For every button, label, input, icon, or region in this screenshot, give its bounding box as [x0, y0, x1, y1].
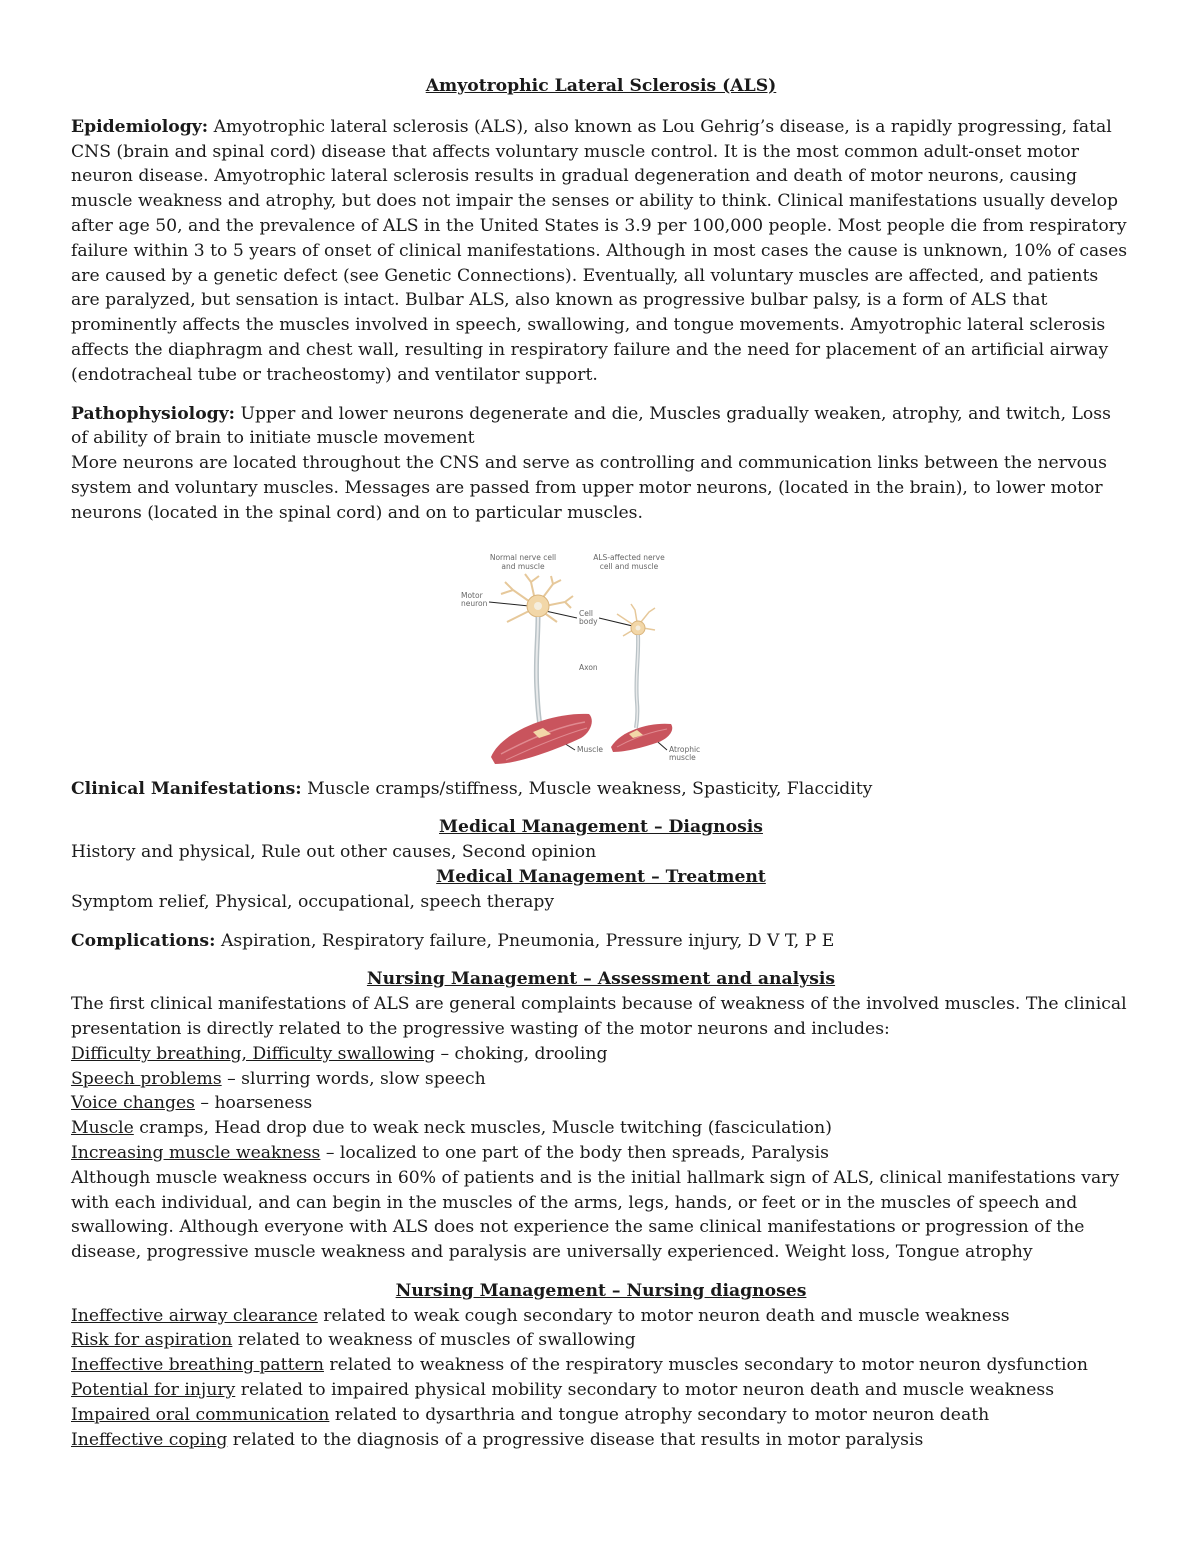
diagnosis-item: [71, 1353, 1131, 1378]
pathophysiology-text: Upper and lower neurons degenerate and die, Muscles gradually weaken, atrophy, and twitch, Loss of ability of brain to initiate muscle movement: [71, 403, 1111, 449]
treatment-heading: Medical Management – Treatment: [436, 866, 766, 887]
document-page: [71, 74, 1131, 1452]
assessment-closing: Although muscle weakness occurs in 60% of patients and is the initial hallmark sign of ALS, clinical manifestations vary with each individual, and can begin in the muscles of the arms, legs, hands, or feet or in the muscles of speech and swallowing. Although everyone with ALS does not experience the same clinical manifestations or progression of the disease, progressive muscle weakness and paralysis are universally experienced. Weight loss, Tongue atrophy: [71, 1167, 1120, 1263]
label-normal-2: and muscle: [501, 561, 545, 571]
assessment-item: [71, 1141, 1131, 1166]
label-motor-1: Motor: [461, 590, 483, 600]
atrophic-muscle: [611, 723, 672, 751]
diagnosis-item: [71, 1378, 1131, 1403]
treatment-text: Symptom relief, Physical, occupational, speech therapy: [71, 891, 555, 912]
diagnosis-item-desc: related to weakness of muscles of swallowing: [232, 1330, 636, 1351]
assessment-item-term: Muscle: [71, 1118, 134, 1139]
label-als-2: cell and muscle: [599, 561, 659, 571]
epidemiology-label: Epidemiology:: [71, 116, 209, 137]
assessment-item-desc: – localized to one part of the body then spreads, Paralysis: [320, 1142, 829, 1163]
neuron-diagram: [461, 542, 721, 767]
clinical-text: Muscle cramps/stiffness, Muscle weakness, Spasticity, Flaccidity: [307, 778, 873, 799]
neuron-illustration: [461, 542, 721, 767]
pathophysiology-text-2: More neurons are located throughout the CNS and serve as controlling and communication links between the nervous system and voluntary muscles. Messages are passed from upper motor neurons, (located in the brain), to lower motor neurons (located in the spinal cord) and on to particular muscles.: [71, 453, 1107, 523]
assessment-item-term: Voice changes: [71, 1093, 195, 1114]
diagnosis-item: [71, 1328, 1131, 1353]
label-axon: Axon: [579, 662, 598, 672]
clinical-label: Clinical Manifestations:: [71, 778, 302, 799]
diagnosis-item-desc: related to weak cough secondary to motor neuron death and muscle weakness: [317, 1305, 1010, 1326]
assessment-item: [71, 1042, 1131, 1067]
clinical-paragraph: [71, 777, 1131, 802]
document-title: Amyotrophic Lateral Sclerosis (ALS): [425, 76, 777, 96]
pathophysiology-paragraph: [71, 402, 1131, 452]
diagnosis-item-term: Ineffective coping: [71, 1429, 228, 1450]
assessment-intro: The first clinical manifestations of ALS are general complaints because of weakness of the involved muscles. The clinical presentation is directly related to the progressive wasting of the motor neurons and includes:: [71, 994, 1127, 1039]
assessment-item-desc: – hoarseness: [194, 1093, 313, 1114]
assessment-item: [71, 1091, 1131, 1116]
normal-muscle: [491, 713, 592, 763]
complications-paragraph: [71, 929, 1131, 954]
assessment-item-term: Increasing muscle weakness: [71, 1142, 321, 1163]
diagnosis-item-term: Potential for injury: [71, 1380, 236, 1401]
diagnosis-item-term: Ineffective airway clearance: [71, 1305, 318, 1326]
label-normal-1: Normal nerve cell: [489, 552, 557, 562]
label-muscle: Muscle: [577, 744, 603, 754]
pointer-motor: [489, 602, 529, 606]
assessment-item: [71, 1116, 1131, 1141]
diagnosis-heading: Medical Management – Diagnosis: [439, 817, 763, 838]
label-cell-2: body: [579, 616, 598, 626]
epidemiology-paragraph: [71, 115, 1131, 388]
diagnoses-heading: Nursing Management – Nursing diagnoses: [395, 1280, 807, 1301]
assessment-item-desc: – choking, drooling: [435, 1043, 608, 1064]
pathophysiology-label: Pathophysiology:: [71, 403, 236, 424]
assessment-item-desc: cramps, Head drop due to weak neck muscles, Muscle twitching (fasciculation): [133, 1118, 832, 1139]
diagnosis-item: [71, 1403, 1131, 1428]
assessment-heading: Nursing Management – Assessment and analysis: [366, 969, 836, 990]
diagnosis-text: History and physical, Rule out other causes, Second opinion: [71, 842, 597, 863]
diagnosis-item-term: Risk for aspiration: [71, 1330, 233, 1351]
assessment-item-desc: – slurring words, slow speech: [221, 1068, 486, 1089]
complications-text: Aspiration, Respiratory failure, Pneumonia, Pressure injury, D V T, P E: [220, 930, 835, 951]
diagnosis-item-desc: related to weakness of the respiratory muscles secondary to motor neuron dysfunction: [323, 1355, 1088, 1376]
epidemiology-text: Amyotrophic lateral sclerosis (ALS), also known as Lou Gehrig’s disease, is a rapidly progressing, fatal CNS (brain and spinal cord) disease that affects voluntary muscle control. It is the most common adult-onset motor neuron disease. Amyotrophic lateral sclerosis results in gradual degeneration and death of motor neurons, causing muscle weakness and atrophy, but does not impair the senses or ability to think. Clinical manifestations usually develop after age 50, and the prevalence of ALS in the United States is 3.9 per 100,000 people. Most people die from respiratory failure within 3 to 5 years of onset of clinical manifestations. Although in most cases the cause is unknown, 10% of cases are caused by a genetic defect (see Genetic Connections). Eventually, all voluntary muscles are affected, and patients are paralyzed, but sensation is intact. Bulbar ALS, also known as progressive bulbar palsy, is a form of ALS that prominently affects the muscles involved in speech, swallowing, and tongue movements. Amyotrophic lateral sclerosis affects the diaphragm and chest wall, resulting in respiratory failure and the need for placement of an artificial airway (endotracheal tube or tracheostomy) and ventilator support.: [71, 116, 1128, 385]
diagnosis-item: [71, 1428, 1131, 1453]
diagnosis-item-desc: related to dysarthria and tongue atrophy secondary to motor neuron death: [329, 1404, 990, 1425]
diagnosis-item-term: Impaired oral communication: [71, 1404, 330, 1425]
als-nucleus: [636, 625, 641, 630]
complications-label: Complications:: [71, 930, 216, 951]
label-atrophic-2: muscle: [669, 752, 696, 762]
diagnosis-item: [71, 1304, 1131, 1329]
diagnosis-item-term: Ineffective breathing pattern: [71, 1355, 324, 1376]
assessment-item-term: Difficulty breathing, Difficulty swallowing: [71, 1043, 436, 1064]
normal-nucleus: [534, 602, 542, 610]
label-als-1: ALS-affected nerve: [593, 552, 665, 562]
label-motor-2: neuron: [461, 598, 488, 608]
diagnosis-item-desc: related to the diagnosis of a progressive disease that results in motor paralysis: [227, 1429, 924, 1450]
diagnosis-item-desc: related to impaired physical mobility secondary to motor neuron death and muscle weakness: [235, 1380, 1055, 1401]
label-cell-1: Cell: [579, 608, 594, 618]
assessment-item-term: Speech problems: [71, 1068, 222, 1089]
assessment-item: [71, 1067, 1131, 1092]
label-atrophic-1: Atrophic: [669, 744, 701, 754]
